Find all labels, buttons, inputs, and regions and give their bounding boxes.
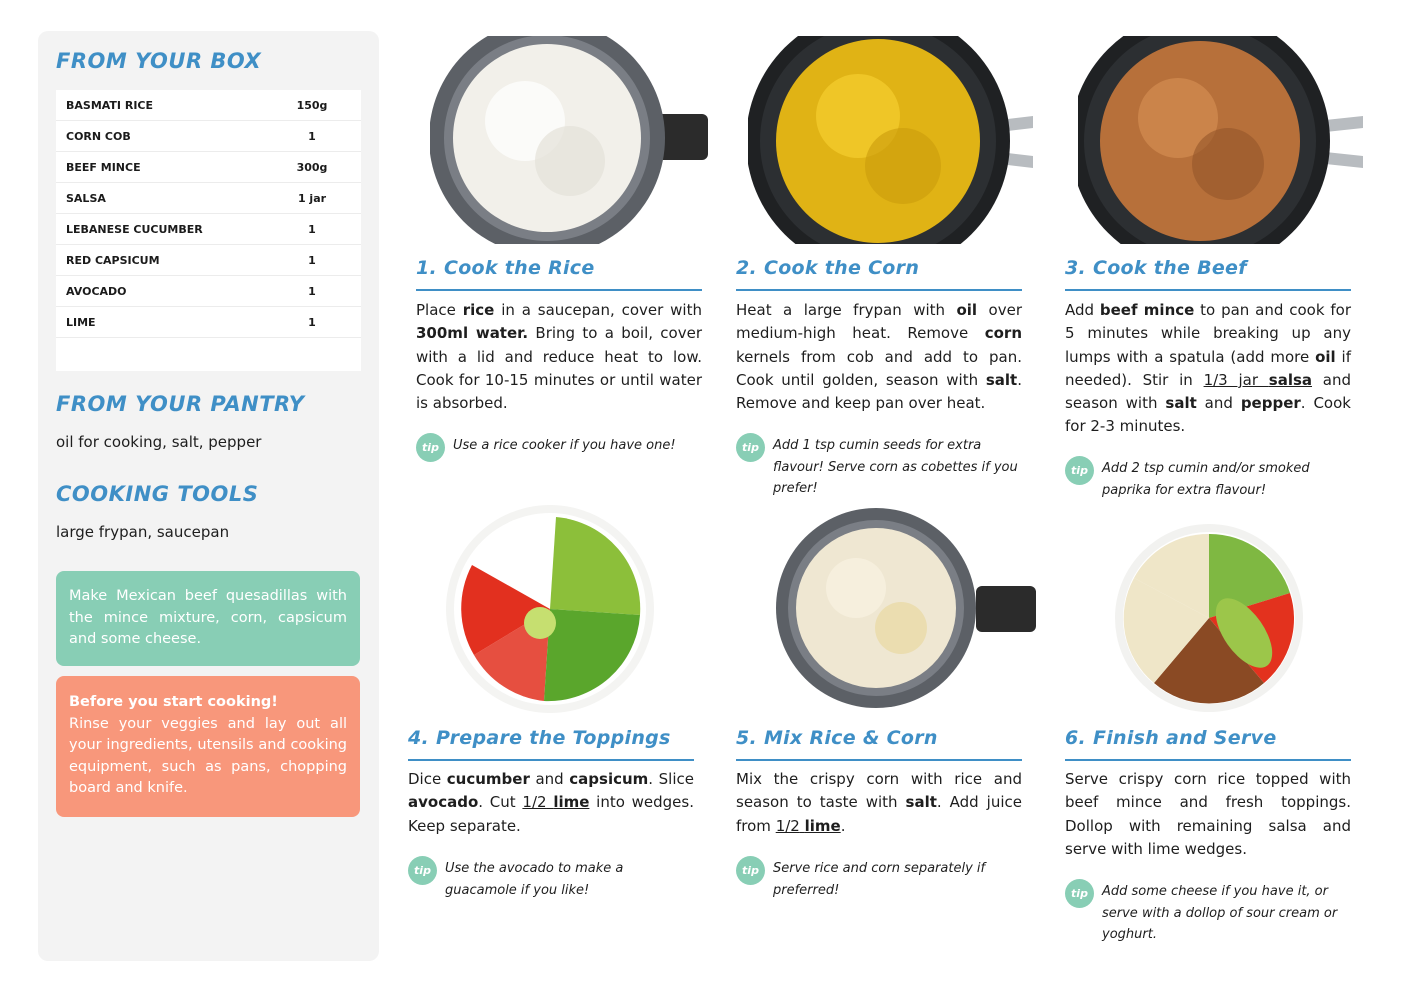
ingredient-name: LIME xyxy=(66,315,96,329)
ingredient-row xyxy=(56,121,361,152)
ingredient-name: CORN COB xyxy=(66,129,131,143)
ingredient-row xyxy=(56,307,361,338)
tip-badge-icon: tip xyxy=(416,433,445,462)
beef-pan-photo xyxy=(1078,36,1368,244)
before-cooking-title: Before you start cooking! xyxy=(69,694,278,710)
ingredient-qty: 1 jar xyxy=(297,191,327,205)
quesadilla-tip-box: Make Mexican beef quesadillas with the mince mixture, corn, capsicum and some cheese. xyxy=(56,571,360,666)
cooking-tools-heading: COOKING TOOLS xyxy=(56,482,259,506)
step-5-rule xyxy=(736,759,1022,761)
ingredient-name: LEBANESE CUCUMBER xyxy=(66,222,203,236)
ingredient-qty: 1 xyxy=(308,315,316,329)
ingredient-row xyxy=(56,214,361,245)
step-1-title: 1. Cook the Rice xyxy=(416,257,595,279)
ingredient-row xyxy=(56,152,361,183)
before-cooking-text: Rinse your veggies and lay out all your ingredients, utensils and cooking equipment, such as pans, chopping board and knife. xyxy=(69,715,347,796)
step-1-tip-text: Use a rice cooker if you have one! xyxy=(453,438,676,453)
before-cooking-box xyxy=(56,676,360,817)
from-your-box-heading: FROM YOUR BOX xyxy=(56,49,262,73)
tip-badge-icon: tip xyxy=(1065,456,1094,485)
step-6-text: Serve crispy corn rice topped with beef mince and fresh toppings. Dollop with remaining salsa and serve with lime wedges. xyxy=(1065,770,1351,858)
step-6-rule xyxy=(1065,759,1351,761)
step-6-title: 6. Finish and Serve xyxy=(1065,727,1277,749)
ingredient-row xyxy=(56,90,361,121)
step-3-title: 3. Cook the Beef xyxy=(1065,257,1247,279)
step-3-tip xyxy=(1065,456,1351,501)
step-5-title: 5. Mix Rice & Corn xyxy=(736,727,938,749)
step-1-text: Place rice in a saucepan, cover with 300ml water. Bring to a boil, cover with a lid and reduce heat to low. Cook for 10-15 minutes or until water is absorbed. xyxy=(416,301,702,413)
step-3-text: Add beef mince to pan and cook for 5 minutes while breaking up any lumps with a spatula (add more oil if needed). Stir in 1/3 jar salsa and season with salt and pepper. Cook for 2-3 minutes. xyxy=(1065,301,1352,436)
step-1-tip xyxy=(416,433,702,462)
from-your-pantry-heading: FROM YOUR PANTRY xyxy=(56,392,305,416)
step-6-tip xyxy=(1065,879,1351,946)
ingredient-qty: 150g xyxy=(296,98,328,112)
step-5-tip-text: Serve rice and corn separately if preferred! xyxy=(773,861,986,898)
corn-pan-photo xyxy=(748,36,1038,244)
step-2-text: Heat a large frypan with oil over medium-high heat. Remove corn kernels from cob and add to pan. Cook until golden, season with salt. Remove and keep pan over heat. xyxy=(736,301,1022,413)
ingredient-qty: 1 xyxy=(308,253,316,267)
tip-badge-icon: tip xyxy=(408,856,437,885)
ingredients-table xyxy=(56,90,361,371)
ingredient-name: RED CAPSICUM xyxy=(66,253,160,267)
tip-badge-icon: tip xyxy=(1065,879,1094,908)
tools-text: large frypan, saucepan xyxy=(56,523,230,541)
sidebar xyxy=(38,31,379,961)
ingredient-row xyxy=(56,183,361,214)
rice-pot-photo xyxy=(430,36,710,244)
tip-badge-icon: tip xyxy=(736,433,765,462)
step-1-rule xyxy=(416,289,702,291)
pantry-text: oil for cooking, salt, pepper xyxy=(56,433,262,451)
step-4-tip xyxy=(408,856,694,901)
ingredient-name: SALSA xyxy=(66,191,106,205)
rice-corn-pot-photo xyxy=(776,508,1038,708)
step-2-rule xyxy=(736,289,1022,291)
ingredient-row xyxy=(56,245,361,276)
step-4-tip-text: Use the avocado to make a guacamole if you like! xyxy=(445,861,624,898)
toppings-plate-photo xyxy=(444,505,656,713)
step-4-text: Dice cucumber and capsicum. Slice avocado. Cut 1/2 lime into wedges. Keep separate. xyxy=(408,770,694,835)
step-2-title: 2. Cook the Corn xyxy=(736,257,920,279)
step-4-rule xyxy=(408,759,694,761)
tip-badge-icon: tip xyxy=(736,856,765,885)
step-3-rule xyxy=(1065,289,1351,291)
step-5-text: Mix the crispy corn with rice and season to taste with salt. Add juice from 1/2 lime. xyxy=(736,770,1022,835)
step-6-tip-text: Add some cheese if you have it, or serve with a dollop of sour cream or yoghurt. xyxy=(1102,884,1338,942)
ingredient-row xyxy=(56,276,361,307)
step-2-tip-text: Add 1 tsp cumin seeds for extra flavour! Serve corn as cobettes if you prefer! xyxy=(773,438,1018,496)
ingredient-qty: 1 xyxy=(308,284,316,298)
ingredient-qty: 1 xyxy=(308,129,316,143)
finished-bowl-photo xyxy=(1114,523,1304,713)
ingredient-qty: 300g xyxy=(296,160,328,174)
step-3-tip-text: Add 2 tsp cumin and/or smoked paprika for extra flavour! xyxy=(1102,461,1310,498)
step-4-title: 4. Prepare the Toppings xyxy=(408,727,671,749)
ingredient-qty: 1 xyxy=(308,222,316,236)
step-2-tip xyxy=(736,433,1022,500)
ingredient-name: BASMATI RICE xyxy=(66,98,154,112)
ingredient-name: AVOCADO xyxy=(66,284,127,298)
ingredient-name: BEEF MINCE xyxy=(66,160,141,174)
step-5-tip xyxy=(736,856,1022,901)
